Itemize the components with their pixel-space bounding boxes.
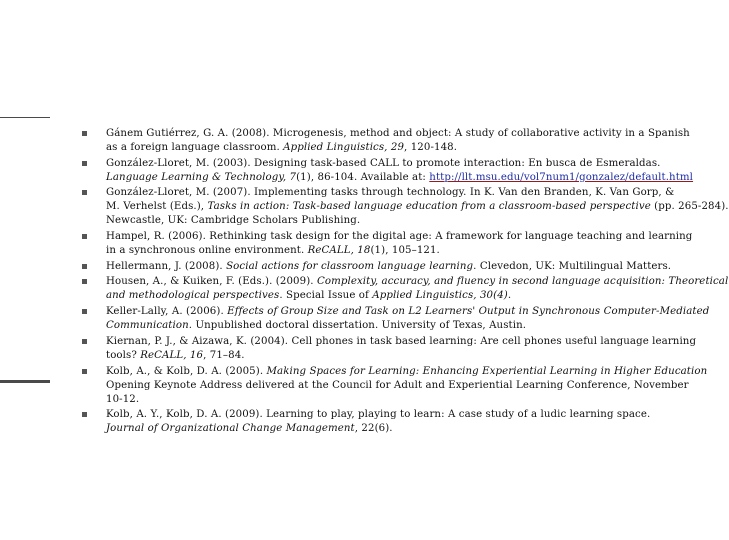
reference-italic: Journal of Organizational Change Management <box>106 423 355 435</box>
reference-list <box>82 127 729 438</box>
reference-text: Newcastle, UK: Cambridge Scholars Publishing. <box>106 215 361 227</box>
reference-text: Hampel, R. (2006). Rethinking task design for the digital age: A framework for language teaching and learning <box>106 231 693 243</box>
reference-italic: Complexity, accuracy, and fluency in second language acquisition: Theoretical <box>316 276 729 288</box>
square-bullet-icon <box>82 131 87 136</box>
square-bullet-icon <box>82 234 87 239</box>
square-bullet-icon <box>82 309 87 314</box>
square-bullet-icon <box>82 339 87 344</box>
reference-item <box>82 275 729 303</box>
reference-item <box>82 157 722 185</box>
reference-line <box>106 260 722 274</box>
reference-italic: Language Learning & Technology, 7 <box>106 171 297 183</box>
reference-item <box>82 365 722 407</box>
square-bullet-icon <box>82 161 87 166</box>
reference-text: Kolb, A. Y., Kolb, D. A. (2009). Learning to play, playing to learn: A case study of a ludic learning space. <box>106 409 651 421</box>
reference-item <box>82 305 722 333</box>
reference-item <box>82 335 722 363</box>
reference-text: Gánem Gutiérrez, G. A. (2008). Microgenesis, method and object: A study of collaborative activity in a Spanish <box>106 128 690 139</box>
reference-text: Kolb, A., & Kolb, D. A. (2005). <box>106 365 267 377</box>
reference-text: M. Verhelst (Eds.), <box>106 201 208 213</box>
reference-link[interactable]: http://llt.msu.edu/vol7num1/gonzalez/default.html <box>429 171 694 183</box>
reference-text: as a foreign language classroom. <box>106 142 284 153</box>
reference-text: (1), 105–121. <box>370 245 440 257</box>
square-bullet-icon <box>82 190 87 195</box>
reference-text: , 120-148. <box>404 142 458 153</box>
square-bullet-icon <box>82 279 87 284</box>
reference-line <box>106 335 722 349</box>
reference-line <box>106 214 722 228</box>
reference-text: , 71–84. <box>203 349 245 361</box>
reference-text: González-Lloret, M. (2003). Designing task-based CALL to promote interaction: En busca de Esmeraldas. <box>106 157 661 169</box>
reference-text: in a synchronous online environment. <box>106 245 308 257</box>
reference-italic: ReCALL, 16 <box>140 349 204 361</box>
reference-text: , 22(6). <box>354 423 393 435</box>
reference-line <box>106 200 729 214</box>
reference-line <box>106 319 722 333</box>
reference-text: tools? <box>106 349 141 361</box>
reference-text: . Clevedon, UK: Multilingual Matters. <box>473 260 672 272</box>
reference-italic: ReCALL, 18 <box>307 245 371 257</box>
reference-line <box>106 275 729 289</box>
reference-line <box>106 157 722 171</box>
reference-italic: Applied Linguistics, 30(4). <box>372 290 512 302</box>
reference-line <box>106 422 722 436</box>
reference-line <box>106 393 722 407</box>
reference-line <box>106 127 722 141</box>
reference-text: Housen, A., & Kuiken, F. (Eds.). (2009). <box>106 276 317 288</box>
reference-italic: Tasks in action: Task-based language education from a classroom-based perspective <box>207 201 651 213</box>
reference-item <box>82 408 722 436</box>
reference-italic: and methodological perspectives <box>106 290 280 302</box>
reference-item <box>82 260 722 274</box>
reference-text: González-Lloret, M. (2007). Implementing tasks through technology. In K. Van den Branden, K. Van Gorp, & <box>106 187 675 199</box>
slide-left-rule <box>0 117 50 383</box>
reference-line <box>106 365 722 379</box>
reference-text: Kiernan, P. J., & Aizawa, K. (2004). Cell phones in task based learning: Are cell phones useful language learning <box>106 335 697 347</box>
reference-item <box>82 186 729 228</box>
square-bullet-icon <box>82 264 87 269</box>
reference-line <box>106 408 722 422</box>
reference-text: . Unpublished doctoral dissertation. University of Texas, Austin. <box>188 320 527 332</box>
reference-line <box>106 171 722 185</box>
reference-line <box>106 230 722 244</box>
reference-item <box>82 127 722 155</box>
reference-italic: Communication <box>106 320 189 332</box>
reference-item <box>82 230 722 258</box>
reference-line <box>106 349 722 363</box>
reference-text: 10-12. <box>106 393 140 405</box>
reference-text: (1), 86-104. Available at: <box>296 171 430 183</box>
square-bullet-icon <box>82 412 87 417</box>
reference-line <box>106 289 722 303</box>
square-bullet-icon <box>82 369 87 374</box>
reference-text: . Special Issue of <box>279 290 373 302</box>
reference-line <box>106 141 722 155</box>
reference-text: (pp. 265-284). <box>650 201 729 213</box>
reference-line <box>106 244 722 258</box>
reference-italic: Effects of Group Size and Task on L2 Learners' Output in Synchronous Computer-Mediated <box>227 306 710 318</box>
reference-italic: Social actions for classroom language learning <box>226 260 474 272</box>
reference-italic: Applied Linguistics, 29 <box>283 142 405 153</box>
reference-line <box>106 379 722 393</box>
slide-left-rule-bar <box>0 380 50 383</box>
reference-text: Opening Keynote Address delivered at the Council for Adult and Experiential Learning Conference, November <box>106 379 689 391</box>
reference-text: Hellermann, J. (2008). <box>106 260 227 272</box>
reference-line <box>106 305 722 319</box>
reference-italic: Making Spaces for Learning: Enhancing Experiential Learning in Higher Education <box>266 365 708 377</box>
reference-line <box>106 186 722 200</box>
reference-text: Keller-Lally, A. (2006). <box>106 306 228 318</box>
